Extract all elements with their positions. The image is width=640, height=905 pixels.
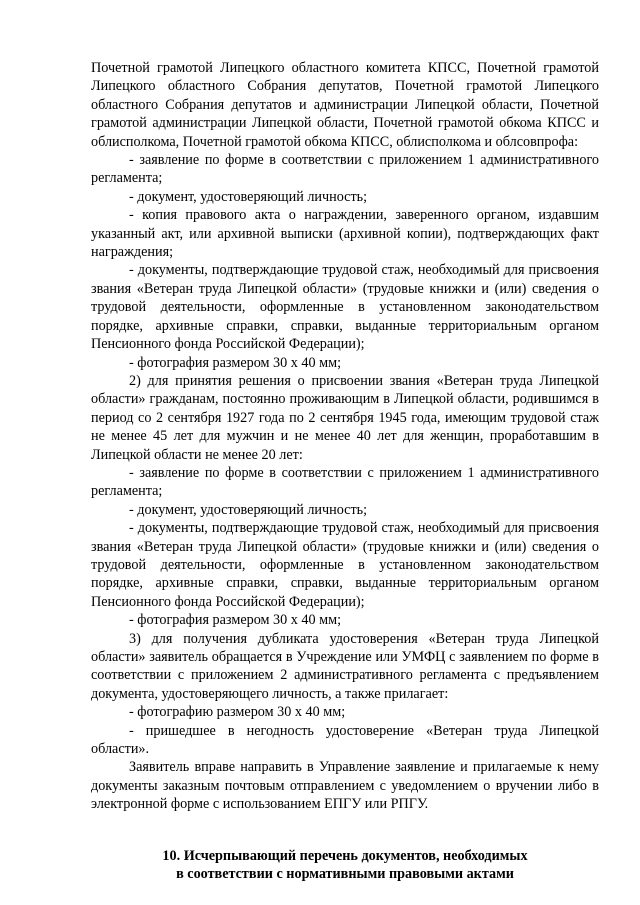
paragraph: Заявитель вправе направить в Управление заявление и прилагаемые к нему документы заказным почтовым отправлением с уведомлением о вручении либо в электронной форме с использованием ЕПГУ или РПГУ. [91, 759, 599, 813]
list-item: - документы, подтверждающие трудовой стаж, необходимый для присвоения звания «Ветеран труда Липецкой области» (трудовые книжки и (или) сведения о трудовой деятельности, оформленные в установленном законодательством порядке, архивные справки, справки, выданные территориальным органом Пенсионного фонда Российской Федерации); [91, 262, 599, 353]
section-heading-line-1: 10. Исчерпывающий перечень документов, необходимых [162, 847, 528, 864]
section-spacer [91, 814, 599, 847]
page-body [91, 59, 599, 883]
section-heading-line-2: в соответствии с нормативными правовыми актами [176, 866, 514, 883]
list-item: - документ, удостоверяющий личность; [129, 188, 368, 205]
list-item: - фотографию размером 30 х 40 мм; [129, 704, 346, 721]
list-item: - фотография размером 30 х 40 мм; [129, 612, 342, 629]
list-item: - заявление по форме в соответствии с приложением 1 административного регламента; [91, 152, 599, 187]
paragraph: Почетной грамотой Липецкого областного комитета КПСС, Почетной грамотой Липецкого областного Собрания депутатов, Почетной грамотой Липецкого областного Собрания депутатов и администрации Липецкой области, Почетной грамотой администрации Липецкой области, Почетной грамотой обкома КПСС и облисполкома, Почетной грамотой обкома КПСС, облисполкома и облсовпрофа: [91, 60, 599, 150]
list-item: - фотография размером 30 х 40 мм; [129, 354, 342, 371]
paragraph: 2) для принятия решения о присвоении звания «Ветеран труда Липецкой области» гражданам, постоянно проживающим в Липецкой области, родившимся в период со 2 сентября 1927 года по 2 сентября 1945 года, имеющим трудовой стаж не менее 45 лет для мужчин и не менее 40 лет для женщин, проработавшим в Липецкой области не менее 20 лет: [91, 372, 599, 463]
list-item: - документы, подтверждающие трудовой стаж, необходимый для присвоения звания «Ветеран труда Липецкой области» (трудовые книжки и (или) сведения о трудовой деятельности, оформленные в установленном законодательством порядке, архивные справки, справки, выданные территориальным органом Пенсионного фонда Российской Федерации); [91, 520, 599, 610]
list-item: - копия правового акта о награждении, заверенного органом, издавшим указанный акт, или архивной выписки (архивной копии), подтверждающих факт награждения; [91, 207, 599, 261]
list-item: - документ, удостоверяющий личность; [129, 501, 368, 518]
list-item: - пришедшее в негодность удостоверение «Ветеран труда Липецкой области». [91, 722, 599, 758]
paragraph: 3) для получения дубликата удостоверения «Ветеран труда Липецкой области» заявитель обращается в Учреждение или УМФЦ с заявлением по форме в соответствии с приложением 2 административного регламента с предъявлением документа, удостоверяющего личность, а также прилагает: [91, 630, 599, 702]
list-item: - заявление по форме в соответствии с приложением 1 административного регламента; [91, 464, 599, 500]
